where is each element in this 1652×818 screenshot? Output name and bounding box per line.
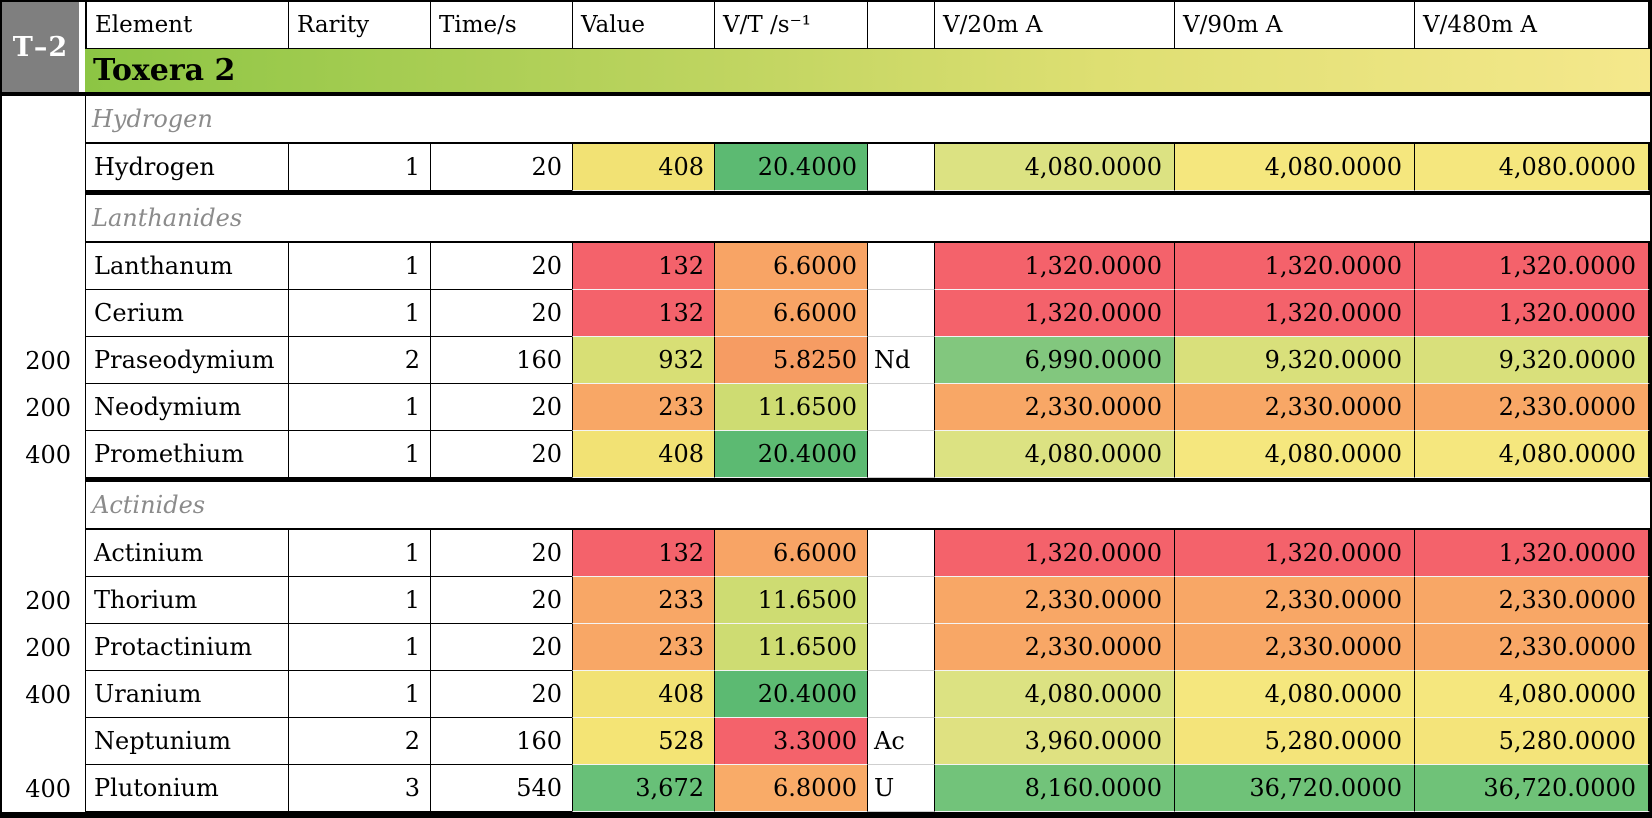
cell-marker [867, 577, 934, 624]
table-row [2, 384, 1650, 431]
column-header-blank [867, 2, 934, 49]
cell-v20m: 2,330.0000 [934, 624, 1174, 671]
gutter-cell [2, 96, 85, 144]
gutter-label [2, 243, 85, 290]
gutter-label [2, 530, 85, 577]
gutter-label: 400 [2, 671, 85, 718]
cell-v20m: 2,330.0000 [934, 384, 1174, 431]
group-row [2, 96, 1650, 144]
column-header-v20m: V/20m A [934, 2, 1174, 49]
cell-v480m: 36,720.0000 [1414, 765, 1650, 812]
cell-vt: 5.8250 [714, 337, 867, 384]
cell-value: 932 [572, 337, 714, 384]
table-bottom-border [2, 812, 1650, 818]
cell-marker [867, 431, 934, 478]
table-body [2, 96, 1650, 812]
cell-time: 20 [430, 431, 572, 478]
cell-v90m: 36,720.0000 [1174, 765, 1414, 812]
table-row [2, 530, 1650, 577]
cell-v480m: 5,280.0000 [1414, 718, 1650, 765]
cell-time: 20 [430, 530, 572, 577]
gutter-label [2, 718, 85, 765]
table-row [2, 243, 1650, 290]
cell-vt: 6.6000 [714, 290, 867, 337]
cell-marker [867, 530, 934, 577]
cell-element: Praseodymium [85, 337, 288, 384]
cell-value: 528 [572, 718, 714, 765]
cell-time: 160 [430, 718, 572, 765]
cell-value: 233 [572, 384, 714, 431]
table-row [2, 765, 1650, 812]
cell-v20m: 4,080.0000 [934, 144, 1174, 191]
cell-vt: 20.4000 [714, 671, 867, 718]
cell-value: 233 [572, 577, 714, 624]
cell-v90m: 1,320.0000 [1174, 243, 1414, 290]
cell-marker [867, 144, 934, 191]
cell-v90m: 4,080.0000 [1174, 671, 1414, 718]
gutter-label: 400 [2, 765, 85, 812]
cell-v20m: 6,990.0000 [934, 337, 1174, 384]
cell-v90m: 5,280.0000 [1174, 718, 1414, 765]
cell-vt: 11.6500 [714, 624, 867, 671]
cell-element: Cerium [85, 290, 288, 337]
group-label: Hydrogen [85, 96, 1650, 144]
gutter-label: 200 [2, 577, 85, 624]
cell-rarity: 1 [288, 624, 430, 671]
cell-vt: 6.6000 [714, 243, 867, 290]
cell-v90m: 2,330.0000 [1174, 624, 1414, 671]
cell-time: 160 [430, 337, 572, 384]
cell-marker: Nd [867, 337, 934, 384]
cell-v480m: 1,320.0000 [1414, 243, 1650, 290]
corner-cell-wrap [2, 2, 85, 92]
cell-vt: 6.8000 [714, 765, 867, 812]
title-row [85, 49, 1650, 92]
cell-v20m: 1,320.0000 [934, 243, 1174, 290]
cell-value: 3,672 [572, 765, 714, 812]
header-and-title [85, 2, 1650, 92]
cell-v20m: 3,960.0000 [934, 718, 1174, 765]
gutter-label: 200 [2, 337, 85, 384]
cell-vt: 6.6000 [714, 530, 867, 577]
cell-time: 20 [430, 624, 572, 671]
cell-v20m: 1,320.0000 [934, 530, 1174, 577]
cell-rarity: 1 [288, 577, 430, 624]
tier-badge: T–2 [2, 2, 79, 92]
cell-v480m: 2,330.0000 [1414, 624, 1650, 671]
cell-value: 132 [572, 243, 714, 290]
table-top-section [2, 2, 1650, 92]
cell-v480m: 9,320.0000 [1414, 337, 1650, 384]
cell-v480m: 4,080.0000 [1414, 671, 1650, 718]
cell-v480m: 4,080.0000 [1414, 431, 1650, 478]
cell-vt: 20.4000 [714, 144, 867, 191]
cell-marker [867, 290, 934, 337]
cell-marker: Ac [867, 718, 934, 765]
cell-vt: 11.6500 [714, 577, 867, 624]
group-row [2, 482, 1650, 530]
table-row [2, 144, 1650, 191]
cell-v90m: 2,330.0000 [1174, 577, 1414, 624]
gutter-label: 200 [2, 384, 85, 431]
cell-v20m: 8,160.0000 [934, 765, 1174, 812]
table-row [2, 290, 1650, 337]
cell-rarity: 1 [288, 144, 430, 191]
table-title: Toxera 2 [93, 53, 236, 88]
cell-element: Lanthanum [85, 243, 288, 290]
cell-rarity: 1 [288, 243, 430, 290]
cell-time: 20 [430, 671, 572, 718]
cell-value: 233 [572, 624, 714, 671]
cell-element: Thorium [85, 577, 288, 624]
cell-v20m: 2,330.0000 [934, 577, 1174, 624]
cell-time: 20 [430, 144, 572, 191]
column-header-row [85, 2, 1650, 49]
cell-vt: 20.4000 [714, 431, 867, 478]
cell-v480m: 1,320.0000 [1414, 290, 1650, 337]
column-header-v480m: V/480m A [1414, 2, 1650, 49]
cell-vt: 3.3000 [714, 718, 867, 765]
table-row [2, 718, 1650, 765]
cell-v90m: 1,320.0000 [1174, 530, 1414, 577]
cell-rarity: 3 [288, 765, 430, 812]
cell-value: 132 [572, 290, 714, 337]
cell-element: Promethium [85, 431, 288, 478]
cell-rarity: 1 [288, 671, 430, 718]
cell-marker [867, 243, 934, 290]
cell-marker [867, 624, 934, 671]
column-header-element: Element [85, 2, 288, 49]
cell-value: 408 [572, 671, 714, 718]
table-row [2, 577, 1650, 624]
cell-element: Hydrogen [85, 144, 288, 191]
cell-rarity: 1 [288, 530, 430, 577]
cell-value: 132 [572, 530, 714, 577]
cell-v480m: 4,080.0000 [1414, 144, 1650, 191]
column-header-rarity: Rarity [288, 2, 430, 49]
column-header-value: Value [572, 2, 714, 49]
table-row [2, 624, 1650, 671]
cell-rarity: 2 [288, 718, 430, 765]
cell-time: 20 [430, 384, 572, 431]
cell-time: 20 [430, 577, 572, 624]
cell-v90m: 1,320.0000 [1174, 290, 1414, 337]
cell-element: Plutonium [85, 765, 288, 812]
gutter-label: 400 [2, 431, 85, 478]
cell-time: 20 [430, 243, 572, 290]
table-row [2, 337, 1650, 384]
cell-marker [867, 671, 934, 718]
cell-rarity: 1 [288, 384, 430, 431]
cell-time: 540 [430, 765, 572, 812]
cell-time: 20 [430, 290, 572, 337]
gutter-cell [2, 195, 85, 243]
cell-marker [867, 384, 934, 431]
group-row [2, 195, 1650, 243]
table-row [2, 431, 1650, 478]
cell-rarity: 1 [288, 431, 430, 478]
cell-marker: U [867, 765, 934, 812]
cell-element: Neptunium [85, 718, 288, 765]
cell-element: Protactinium [85, 624, 288, 671]
column-header-vt: V/T /s⁻¹ [714, 2, 867, 49]
cell-value: 408 [572, 431, 714, 478]
gutter-label [2, 144, 85, 191]
cell-v90m: 9,320.0000 [1174, 337, 1414, 384]
cell-element: Actinium [85, 530, 288, 577]
cell-v480m: 1,320.0000 [1414, 530, 1650, 577]
group-label: Lanthanides [85, 195, 1650, 243]
column-header-time: Time/s [430, 2, 572, 49]
cell-v20m: 4,080.0000 [934, 431, 1174, 478]
cell-element: Uranium [85, 671, 288, 718]
gutter-label [2, 290, 85, 337]
cell-v20m: 1,320.0000 [934, 290, 1174, 337]
cell-v90m: 4,080.0000 [1174, 144, 1414, 191]
group-label: Actinides [85, 482, 1650, 530]
cell-rarity: 2 [288, 337, 430, 384]
gutter-label: 200 [2, 624, 85, 671]
cell-v480m: 2,330.0000 [1414, 577, 1650, 624]
cell-vt: 11.6500 [714, 384, 867, 431]
table-row [2, 671, 1650, 718]
cell-v480m: 2,330.0000 [1414, 384, 1650, 431]
gutter-cell [2, 482, 85, 530]
cell-value: 408 [572, 144, 714, 191]
cell-v90m: 2,330.0000 [1174, 384, 1414, 431]
cell-v20m: 4,080.0000 [934, 671, 1174, 718]
cell-rarity: 1 [288, 290, 430, 337]
column-header-v90m: V/90m A [1174, 2, 1414, 49]
cell-v90m: 4,080.0000 [1174, 431, 1414, 478]
cell-element: Neodymium [85, 384, 288, 431]
